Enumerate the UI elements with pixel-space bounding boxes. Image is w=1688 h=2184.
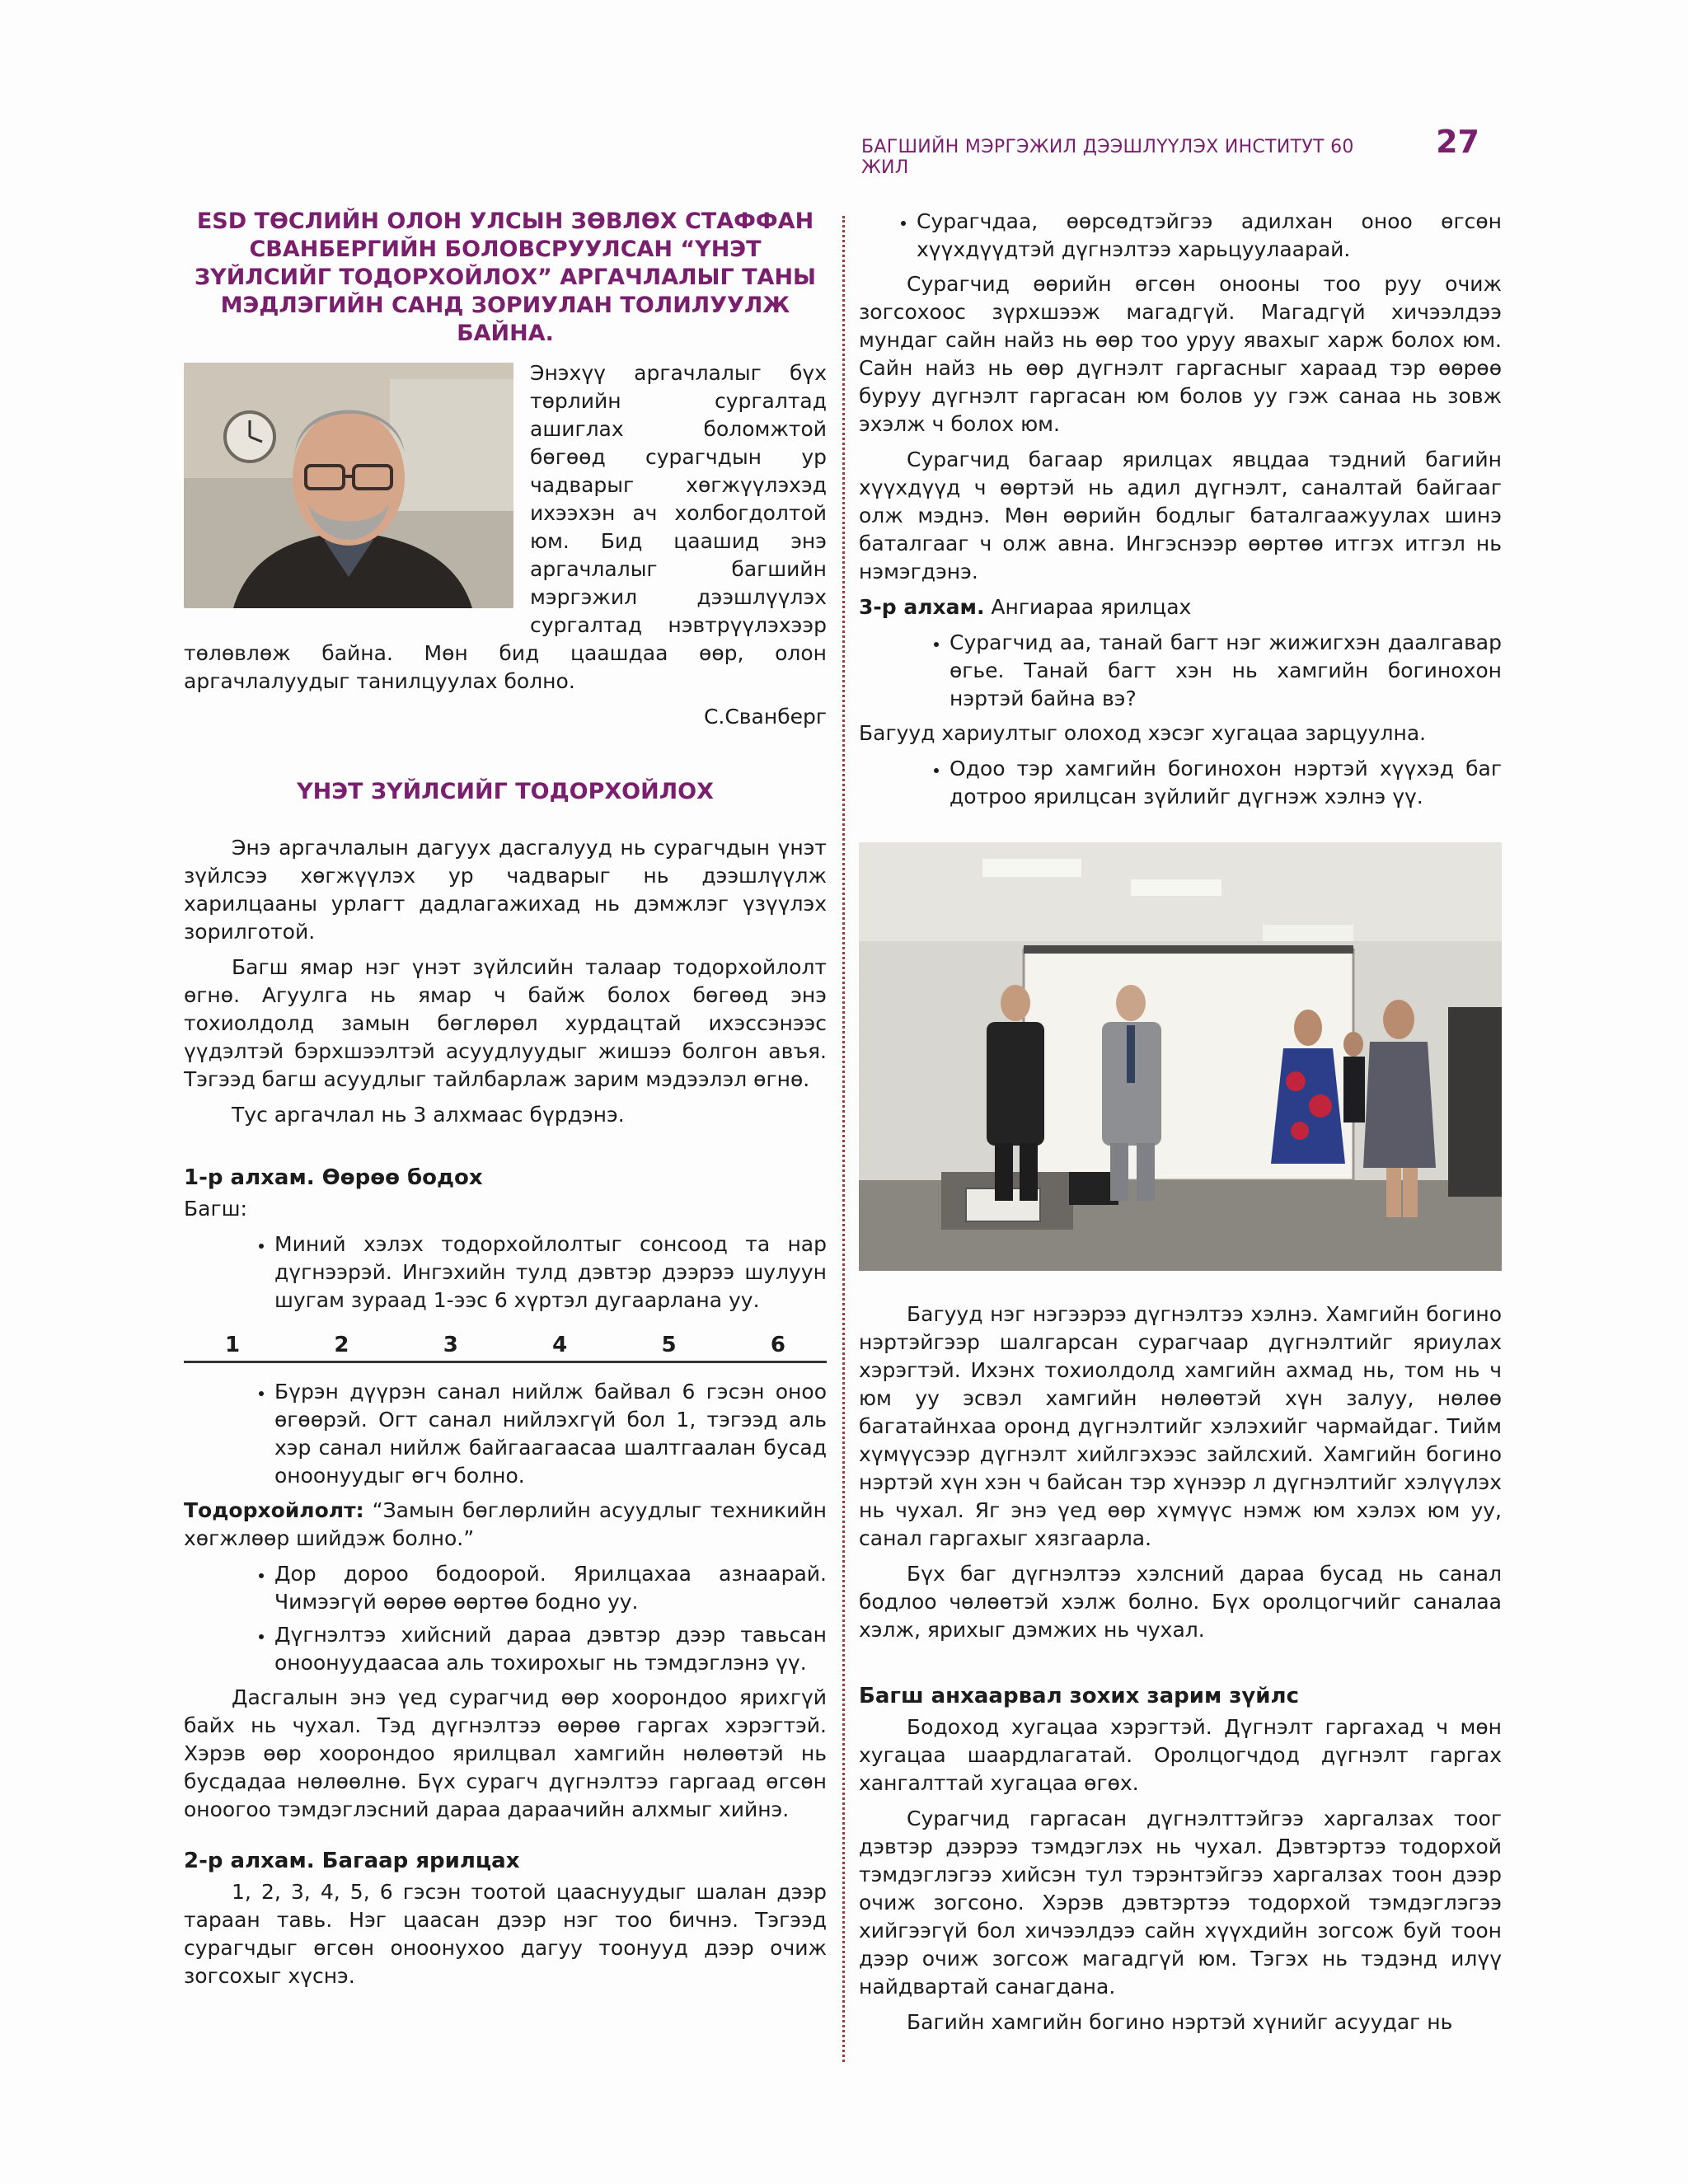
definition-text: “Замын бөглөрлийн асуудлыг техникийн хөгжлөөр шийдэж болно.” — [184, 1498, 827, 1550]
paragraph: 1, 2, 3, 4, 5, 6 гэсэн тоотой цааснуудыг шалан дээр тараан тавь. Нэг цаасан дээр нэг тоо бичнэ. Тэгээд сурагчдыг өгсөн оноонухоо дагуу тоонууд дээр очиж зогсохыг хүснэ. — [184, 1880, 827, 1988]
paragraph: Багийн хамгийн богино нэртэй хүнийг асуудаг нь — [907, 2010, 1453, 2034]
left-column — [184, 208, 827, 1998]
scale-number: 5 — [661, 1333, 677, 1357]
step3-text: Ангиараа ярилцах — [984, 595, 1192, 619]
definition-label: Тодорхойлолт: — [184, 1498, 364, 1522]
paragraph: Бодоход хугацаа хэрэгтэй. Дүгнэлт гаргахад ч мөн хугацаа шаардлагатай. Оролцогчдод дүгнэлт гаргах хангалттай хугацаа өгөх. — [859, 1715, 1502, 1795]
right-column — [859, 208, 1502, 2044]
paragraph: Багууд хариултыг олоход хэсэг хугацаа зарцуулна. — [859, 721, 1427, 745]
portrait-photo-image — [184, 363, 513, 608]
event-photo-image — [859, 842, 1502, 1271]
bullet-item: • Миний хэлэх тодорхойлолтыг сонсоод та нар дүгнээрэй. Ингэхийн тулд дэвтэр дээрээ шулуун шугам зураад 1-ээс 6 хүртэл дугаарлана уу. — [274, 1230, 827, 1315]
bullet-item: • Одоо тэр хамгийн богинохон нэртэй хүүхэд баг дотроо ярилцсан зүйлийг дүгнэж хэлнэ үү. — [950, 755, 1502, 811]
paragraph: Сурагчид гаргасан дүгнэлттэйгээ харгалзах тоог дэвтэр дээрээ тэмдэглэх нь чухал. Дэвтэртээ тодорхой тэмдэглэгээ хийсэн тул тэрэнтэйгээ харгалзах тоон дээр очиж зогсоно. Хэрэв дэвтэртээ тодорхой тэмдэглэгээ хийгээгүй бол хичээлдээ сайн хүүхдийн зогсож буй тоон дээр очиж зогсож магадгүй юм. Тэгэх нь тэдэнд илүү найдвартай санагдана. — [859, 1807, 1502, 1999]
teacher-label: Багш: — [184, 1197, 247, 1221]
page-number: 27 — [1436, 124, 1479, 160]
scale-number: 3 — [443, 1333, 458, 1357]
event-photo — [859, 842, 1502, 1271]
paragraph: Дасгалын энэ үед сурагчид өөр хоорондоо ярихгүй байх нь чухал. Тэд дүгнэлтээ өөрөө гаргах хэрэгтэй. Хэрэв өөр хоорондоо ярилцвал хамгийн нөлөөтэй нь бусдадаа нөлөөлнө. Бүх сурагч дүгнэлтээ гаргаад өгсөн оноогоо тэмдэглэсний дараа дараачийн алхмыг хийнэ. — [184, 1685, 827, 1821]
bullet-item: • Сурагчид аа, танай багт нэг жижигхэн даалгавар өгье. Танай багт хэн нь хамгийн богинохон нэртэй байна вэ? — [950, 629, 1502, 713]
article-title: ESD ТӨСЛИЙН ОЛОН УЛСЫН ЗӨВЛӨХ СТАФФАН СВАНБЕРГИЙН БОЛОВСРУУЛСАН “ҮНЭТ ЗҮЙЛСИЙГ ТОДОРХОЙЛОХ” АРГАЧЛАЛЫГ ТАНЫ МЭДЛЭГИЙН САНД ЗОРИУЛАН ТОЛИЛУУЛЖ БАЙНА. — [194, 209, 817, 346]
running-title: БАГШИЙН МЭРГЭЖИЛ ДЭЭШЛҮҮЛЭХ ИНСТИТУТ 60 ЖИЛ — [861, 137, 1354, 178]
intro-text: Энэхүү аргачлалыг бүх төрлийн сургалтад ашиглах боломжтой бөгөөд сурагчдын ур чадварыг хөгжүүлэхэд ихээхэн ач холбогдолтой юм. Бид цаашид энэ аргачлалыг багшийн мэргэжил дээшлүүлэх сургалтад нэвтрүүлэхээр төлөвлөж байна. Мөн бид цаашдаа өөр, олон аргачлалуудыг танилцуулах болно. — [184, 361, 827, 693]
bullet-item: • Сурагчдаа, өөрсөдтэйгээ адилхан оноо өгсөн хүүхдүүдтэй дүгнэлтээ харьцуулаарай. — [917, 208, 1502, 264]
signature: С.Сванберг — [703, 705, 827, 729]
notes-heading: Багш анхаарвал зохих зарим зүйлс — [859, 1684, 1299, 1708]
rating-scale — [184, 1333, 827, 1357]
bullet-item: • Бүрэн дүүрэн санал нийлж байвал 6 гэсэн оноо өгөөрэй. Огт санал нийлэхгүй бол 1, тэгээд аль хэр санал нийлж байгаагаасаа шалтгаалан бусад оноонуудыг өгч болно. — [274, 1378, 827, 1490]
step3-heading — [859, 593, 1502, 621]
step3-label: 3-р алхам. — [859, 595, 985, 619]
step1-heading: 1-р алхам. Өөрөө бодох — [184, 1165, 483, 1190]
column-divider — [842, 216, 845, 2062]
scale-number: 6 — [770, 1333, 785, 1357]
scale-number: 1 — [225, 1333, 241, 1357]
paragraph: Багууд нэг нэгээрээ дүгнэлтээ хэлнэ. Хамгийн богино нэртэйгээр шалгарсан сурагчаар дүгнэлтийг яриулах хэрэгтэй. Ихэнх тохиолдолд хамгийн ахмад нь, том нь ч юм уу эсвэл хамгийн нөлөөтэй хүн залуу, нөлөө багатайнхаа оронд дүгнэлтийг хэлэхийг чармайдаг. Тийм хүмүүсээр дүгнэлт хийлгэхээс зайлсхий. Хамгийн богино нэртэй хүн хэн ч байсан тэр хүнээр л дүгнэлтийг хэлүүлэх нь чухал. Яг энэ үед өөр хүмүүс нэмж юм хэлэх юм уу, санал гаргахыг хязгаарла. — [859, 1302, 1502, 1550]
paragraph: Тус аргачлал нь 3 алхмаас бүрдэнэ. — [232, 1103, 625, 1127]
bullet-list — [184, 1230, 827, 1315]
paragraph: Сурагчид өөрийн өгсөн онооны тоо руу очиж зогсохоос зүрхшээж магадгүй. Магадгүй хичээлдээ мундаг сайн найз нь өөр тоо уруу явахыг харж болох юм. Сайн найз нь өөр дүгнэлт гаргасныг хараад тэр өөрөө буруу дүгнэлт гаргасан юм болов уу гэж санаа нь зовж эхэлж ч болох юм. — [859, 272, 1502, 436]
scale-number: 4 — [552, 1333, 568, 1357]
portrait-photo — [184, 363, 513, 608]
paragraph: Энэ аргачлалын дагуух дасгалууд нь сурагчдын үнэт зүйлсээ хөгжүүлэх ур чадварыг нь дээшлүүлж харилцааны урлагт дадлагажихад нь дэмжлэг үзүүлэх зорилготой. — [184, 836, 827, 944]
bullet-list — [184, 1378, 827, 1490]
paragraph: Бүх баг дүгнэлтээ хэлсний дараа бусад нь санал бодлоо чөлөөтэй хэлж болно. Бүх оролцогчийг саналаа хэлж, ярихыг дэмжих нь чухал. — [859, 1562, 1502, 1642]
definition — [184, 1497, 827, 1553]
scale-line — [184, 1361, 827, 1363]
step2-heading: 2-р алхам. Багаар ярилцах — [184, 1849, 520, 1873]
running-header — [861, 124, 1479, 178]
paragraph: Багш ямар нэг үнэт зүйлсийн талаар тодорхойлолт өгнө. Агуулга нь ямар ч байж болох бөгөөд энэ тохиолдолд замын бөглөрөл хурдацтай ихэссэнээс үүдэлтэй бэрхшээлтэй асуудлуудыг жишээ болгон авъя. Тэгээд багш асуудлыг тайлбарлаж зарим мэдээлэл өгнө. — [184, 955, 827, 1091]
bullet-list — [859, 755, 1502, 811]
bullet-list — [859, 208, 1502, 264]
scale-number: 2 — [334, 1333, 349, 1357]
bullet-list — [184, 1560, 827, 1677]
bullet-item: • Дор дороо бодоорой. Ярилцахаа азнаарай. Чимээгүй өөрөө өөртөө бодно уу. — [274, 1560, 827, 1616]
paragraph: Сурагчид багаар ярилцах явцдаа тэдний багийн хүүхдүүд ч өөртэй нь адил дүгнэлт, саналтай байгааг олж мэднэ. Мөн өөрийн бодлыг баталгаажуулах шинэ баталгааг ч олж авна. Ингэснээр өөртөө итгэх итгэл нь нэмэгдэнэ. — [859, 448, 1502, 583]
section-title: ҮНЭТ ЗҮЙЛСИЙГ ТОДОРХОЙЛОХ — [297, 779, 714, 804]
bullet-item: • Дүгнэлтээ хийсний дараа дэвтэр дээр тавьсан оноонуудаасаа аль тохирохыг нь тэмдэглэнэ үү. — [274, 1621, 827, 1677]
bullet-list — [859, 629, 1502, 713]
